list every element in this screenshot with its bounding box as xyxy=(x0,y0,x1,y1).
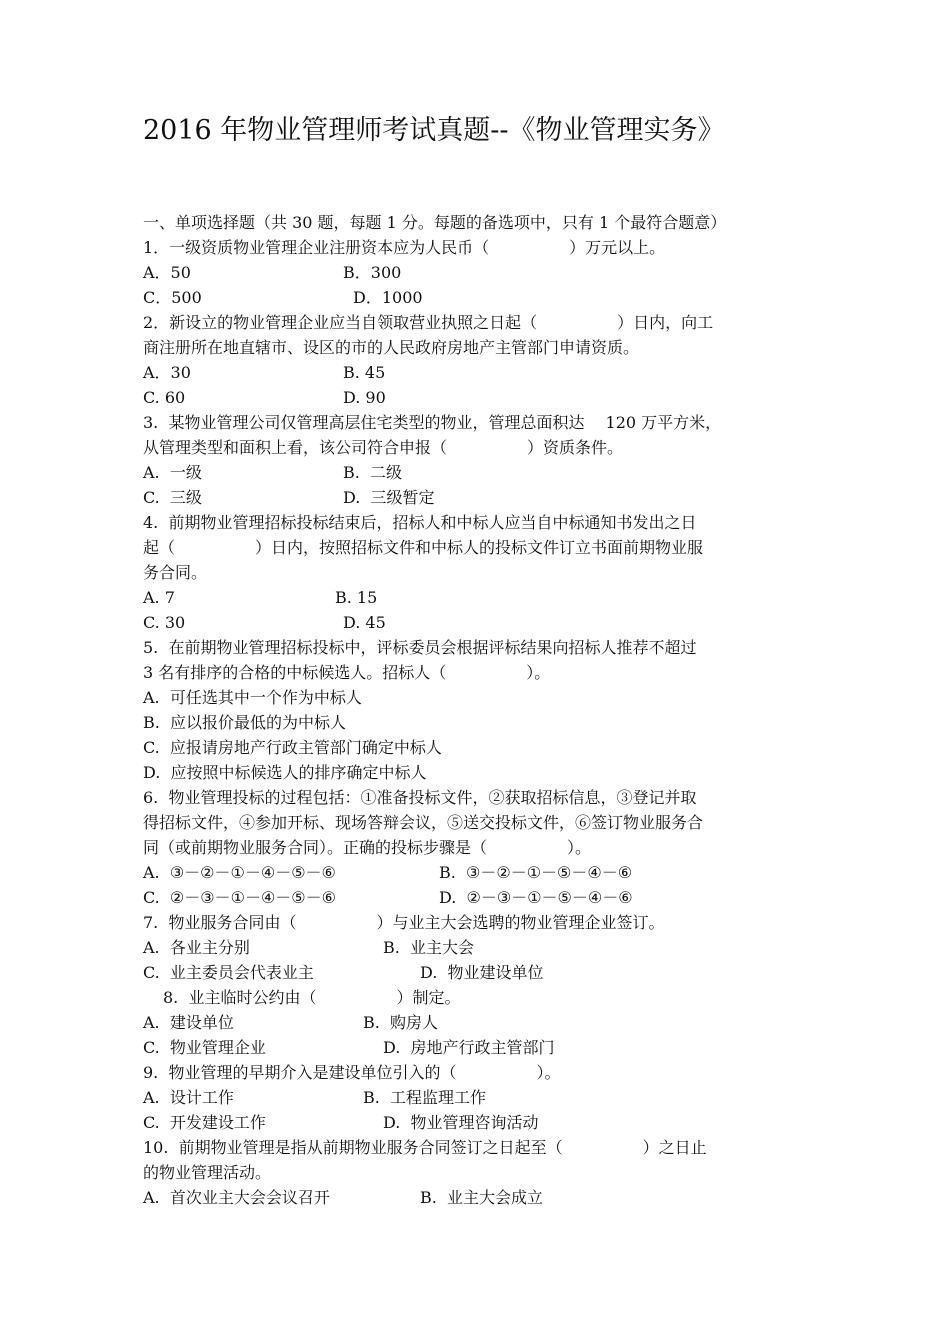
option-text: B. 二级 xyxy=(343,463,403,482)
option-text: C. 60 xyxy=(143,388,186,407)
option-row xyxy=(143,360,813,385)
option-row xyxy=(143,610,813,635)
option-text: A．50 xyxy=(143,263,191,282)
option-text: B. 购房人 xyxy=(363,1013,439,1032)
text-line: C. 应报请房地产行政主管部门确定中标人 xyxy=(143,738,442,757)
question-list xyxy=(143,210,813,1210)
option-text: D. 物业管理咨询活动 xyxy=(383,1113,539,1132)
text-line: 1．一级资质物业管理企业注册资本应为人民币（ ）万元以上。 xyxy=(143,238,666,257)
text-line: 4. 前期物业管理招标投标结束后，招标人和中标人应当自中标通知书发出之日 xyxy=(143,513,697,532)
option-row xyxy=(143,285,813,310)
option-text: B. 业主大会成立 xyxy=(420,1188,544,1207)
text-line: 一、单项选择题（共 30 题，每题 1 分。每题的备选项中，只有 1 个最符合题意） xyxy=(143,213,727,232)
text-line: B. 应以报价最低的为中标人 xyxy=(143,713,347,732)
option-row xyxy=(143,1085,813,1110)
option-text: B. 15 xyxy=(335,588,378,607)
text-line: 6. 物业管理投标的过程包括：①准备投标文件，②获取招标信息，③登记并取 xyxy=(143,788,697,807)
text-line: 同（或前期物业服务合同）。正确的投标步骤是（ ）。 xyxy=(143,838,592,857)
option-text: D. 三级暂定 xyxy=(343,488,435,507)
text-line: 3. 某物业管理公司仅管理高层住宅类型的物业，管理总面积达 120 万平方米， xyxy=(143,413,722,432)
text-line: 得招标文件，④参加开标、现场答辩会议，⑤送交投标文件，⑥签订物业服务合 xyxy=(143,813,704,832)
option-row xyxy=(143,485,813,510)
option-text: C. 物业管理企业 xyxy=(143,1038,266,1057)
option-text: A. 一级 xyxy=(143,463,202,482)
text-line: 3 名有排序的合格的中标候选人。招标人（ ）。 xyxy=(143,663,551,682)
option-text: D. 房地产行政主管部门 xyxy=(383,1038,555,1057)
option-row xyxy=(143,885,813,910)
option-text: C. 三级 xyxy=(143,488,202,507)
text-line: 7. 物业服务合同由（ ）与业主大会选聘的物业管理企业签订。 xyxy=(143,913,665,932)
option-text: D. 45 xyxy=(343,613,386,632)
option-row xyxy=(143,460,813,485)
text-line: 10. 前期物业管理是指从前期物业服务合同签订之日起至（ ）之日止 xyxy=(143,1138,707,1157)
option-text: A. 7 xyxy=(143,588,175,607)
text-line: 从管理类型和面积上看，该公司符合申报（ ）资质条件。 xyxy=(143,438,624,457)
option-text: D．1000 xyxy=(353,288,423,307)
option-text: C. 开发建设工作 xyxy=(143,1113,266,1132)
option-text: A．30 xyxy=(143,363,191,382)
text-line: 9. 物业管理的早期介入是建设单位引入的（ ）。 xyxy=(143,1063,561,1082)
text-line: D. 应按照中标候选人的排序确定中标人 xyxy=(143,763,427,782)
text-line: 2．新设立的物业管理企业应当自领取营业执照之日起（ ）日内，向工 xyxy=(143,313,714,332)
option-row xyxy=(143,1110,813,1135)
option-text: A. ③－②－①－④－⑤－⑥ xyxy=(143,863,336,882)
option-text: A. 设计工作 xyxy=(143,1088,234,1107)
option-text: C. ②－③－①－④－⑤－⑥ xyxy=(143,888,336,907)
option-row xyxy=(143,1010,813,1035)
option-row xyxy=(143,860,813,885)
option-row xyxy=(143,260,813,285)
option-row xyxy=(143,935,813,960)
option-row xyxy=(143,585,813,610)
option-row xyxy=(143,1035,813,1060)
option-text: B. 工程监理工作 xyxy=(363,1088,487,1107)
option-text: C. 业主委员会代表业主 xyxy=(143,963,314,982)
text-line: 商注册所在地直辖市、设区的市的人民政府房地产主管部门申请资质。 xyxy=(143,338,640,357)
option-text: D. 物业建设单位 xyxy=(420,963,544,982)
text-line: 务合同。 xyxy=(143,563,208,582)
text-line: A. 可任选其中一个作为中标人 xyxy=(143,688,362,707)
option-text: A. 建设单位 xyxy=(143,1013,234,1032)
text-line: 5. 在前期物业管理招标投标中，评标委员会根据评标结果向招标人推荐不超过 xyxy=(143,638,697,657)
document-title: 2016 年物业管理师考试真题--《物业管理实务》 xyxy=(143,115,725,146)
option-text: C．500 xyxy=(143,288,202,307)
option-row xyxy=(143,960,813,985)
option-row xyxy=(143,1185,813,1210)
option-text: A. 首次业主大会会议召开 xyxy=(143,1188,330,1207)
option-text: C. 30 xyxy=(143,613,186,632)
option-text: B. 业主大会 xyxy=(383,938,475,957)
option-row xyxy=(143,385,813,410)
text-line: 8. 业主临时公约由（ ）制定。 xyxy=(163,988,461,1007)
text-line: 的物业管理活动。 xyxy=(143,1163,272,1182)
option-text: B．300 xyxy=(343,263,402,282)
option-text: D. 90 xyxy=(343,388,386,407)
option-text: A. 各业主分别 xyxy=(143,938,250,957)
option-text: D. ②－③－①－⑤－④－⑥ xyxy=(439,888,633,907)
option-text: B. 45 xyxy=(343,363,386,382)
option-text: B. ③－②－①－⑤－④－⑥ xyxy=(439,863,633,882)
text-line: 起（ ）日内，按照招标文件和中标人的投标文件订立书面前期物业服 xyxy=(143,538,704,557)
